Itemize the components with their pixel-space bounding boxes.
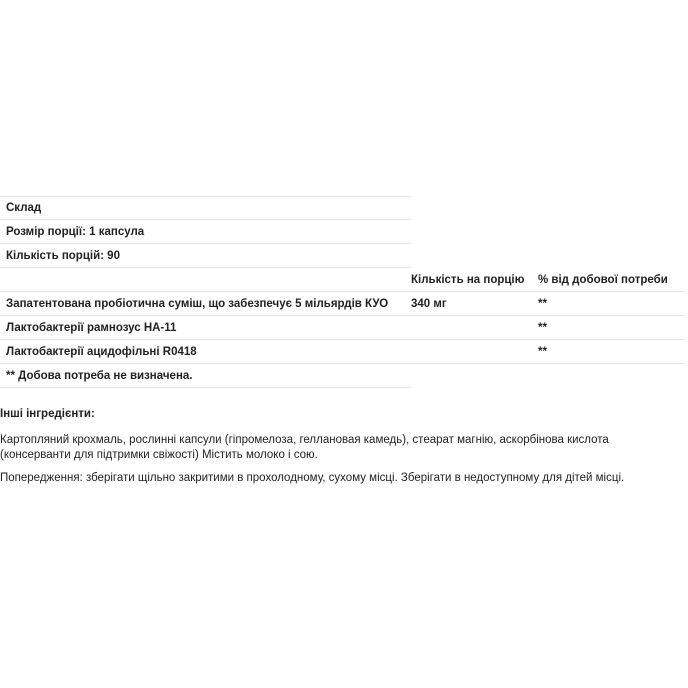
ingredient-name: Лактобактерії ацидофільні R0418: [6, 345, 197, 358]
warning-text: Попередження: зберігати щільно закритими в прохолодному, сухому місці. Зберігати в недоступному для дітей місці.: [0, 472, 625, 484]
other-ingredients-title: Інші інгредієнти:: [0, 408, 95, 420]
table-title-row: [0, 196, 411, 220]
table-row: [0, 292, 685, 316]
table-row: [0, 316, 685, 340]
servings-per-container: Кількість порцій: 90: [6, 249, 120, 262]
header-amount: Кількість на порцію: [411, 273, 525, 286]
supplement-facts-table: [0, 196, 685, 388]
header-daily-value: % від добової потреби: [538, 273, 668, 286]
ingredient-name: Лактобактерії рамнозус HA-11: [6, 321, 177, 334]
serving-size: Розмір порції: 1 капсула: [6, 225, 145, 238]
table-title: Склад: [6, 202, 42, 214]
ingredient-dv: **: [538, 321, 547, 334]
other-ingredients-text: Картопляний крохмаль, рослинні капсули (гіпромелоза, геллановая камедь), стеарат магнію, аскорбінова кислота (консерванти для підтримки свіжості) Містить молоко і сою.: [0, 434, 609, 461]
ingredient-dv: **: [538, 297, 547, 310]
servings-per-container-row: [0, 244, 411, 268]
table-row: [0, 340, 685, 364]
table-footnote: ** Добова потреба не визначена.: [6, 369, 193, 382]
ingredient-amount: 340 мг: [411, 297, 447, 310]
ingredient-dv: **: [538, 345, 547, 358]
ingredient-name: Запатентована пробіотична суміш, що забезпечує 5 мільярдів КУО: [6, 297, 389, 310]
table-header-row: [0, 268, 685, 292]
footnote-row: [0, 364, 411, 388]
serving-size-row: [0, 220, 411, 244]
